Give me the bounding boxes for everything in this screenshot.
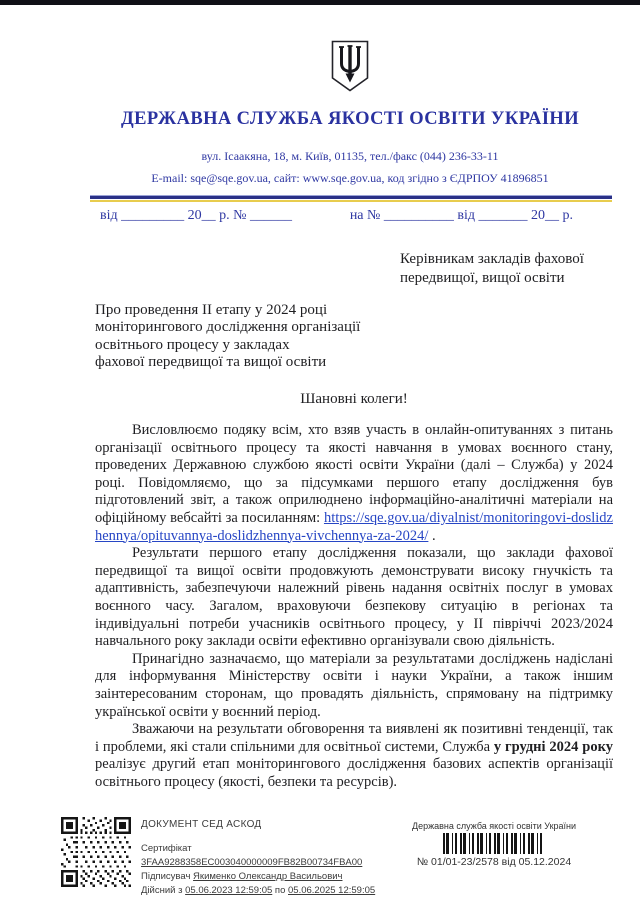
signer-line — [141, 870, 401, 884]
paragraph-3: Принагідно зазначаємо, що матеріали за результатами досліджень надіслані для інформування Міністерству освіти і науки України, а також іншим заінтересованим сторонам, що провадять діяльність, спрямовану на підтримку української освіти у воєнний період. — [95, 650, 613, 720]
incoming-ref-field: на № __________ від _______ 20__ р. — [349, 208, 573, 223]
certificate-details — [141, 842, 401, 898]
signature-info-block — [141, 819, 401, 898]
ukraine-trident-emblem — [331, 40, 369, 92]
validity-label: Дійсний з — [141, 885, 183, 896]
paragraph-4-text: Зважаючи на результати обговорення та виявлені як позитивні тенденції, так і проблеми, які стали спільними для освітньої системи, Служба — [95, 721, 613, 755]
registration-stamp — [408, 821, 580, 868]
qr-code — [61, 817, 131, 887]
salutation: Шановні колеги! — [300, 391, 408, 407]
divider-gold-line — [90, 200, 612, 202]
recipient-line: передвищої, вищої освіти — [400, 270, 565, 286]
certificate-label: Сертифікат — [141, 843, 192, 854]
subject-line: фахової передвищої та вищої освіти — [95, 353, 327, 370]
valid-from-value: 05.06.2023 12:59:05 — [185, 885, 273, 896]
recipient-line: Керівникам закладів фахової — [400, 251, 584, 267]
subject-line: освітнього процесу у закладах — [95, 336, 290, 353]
valid-to-value: 05.06.2025 12:59:05 — [288, 885, 376, 896]
stamp-org-name: Державна служба якості освіти України — [411, 821, 577, 831]
letterhead — [88, 40, 612, 202]
barcode — [443, 833, 545, 854]
reference-fields — [100, 208, 573, 224]
paragraph-1-text: Висловлюємо подяку всім, хто взяв участь в онлайн-опитуваннях з питань організації освітнього процесу та якості навчання в умовах воєнного стану, проведених Державною службою якості освіти України (далі – Служба) у 2024 році. Повідомляємо, що за підсумками першого етапу дослідження був підготовлений звіт, а також оприлюднено інформаційно-аналітичні матеріали на офіційному вебсайті за посиланням: — [95, 422, 613, 526]
org-contact: E-mail: sqe@sqe.gov.ua, сайт: www.sqe.gov.ua, код згідно з ЄДРПОУ 41896851 — [151, 171, 549, 185]
recipient-block — [400, 250, 584, 288]
divider-navy-line — [90, 195, 612, 199]
outgoing-ref-field: від _________ 20__ р. № ______ — [100, 208, 292, 223]
validity-separator: по — [274, 885, 286, 896]
subject-line: Про проведення ІІ етапу у 2024 році — [95, 302, 328, 318]
certificate-value: 3FAA9288358EC003040000009FB82B00734FBA00 — [141, 857, 363, 868]
signer-value: Якименко Олександр Васильович — [193, 871, 343, 882]
paragraph-4 — [95, 721, 613, 791]
sed-system-label: ДОКУМЕНТ СЕД АСКОД — [141, 819, 262, 830]
flag-divider — [90, 195, 612, 202]
scan-edge-top — [0, 0, 640, 5]
validity-line — [141, 884, 401, 898]
letter-body — [95, 422, 613, 791]
report-link[interactable]: https://sqe.gov.ua/diyalnist/monitoringovi-doslidzhennya/opituvannya-doslidzhennya-vivchennya-za-2024/ — [95, 509, 613, 544]
subject-block — [95, 302, 360, 371]
registration-number: № 01/01-23/2578 від 05.12.2024 — [416, 856, 572, 868]
certificate-line — [141, 842, 401, 870]
subject-line: моніторингового дослідження організації — [95, 319, 361, 336]
org-name: ДЕРЖАВНА СЛУЖБА ЯКОСТІ ОСВІТИ УКРАЇНИ — [121, 109, 579, 129]
signer-label: Підписувач — [141, 871, 191, 882]
org-address: вул. Ісаакяна, 18, м. Київ, 01135, тел./факс (044) 236-33-11 — [201, 149, 499, 163]
paragraph-4-tail: реалізує другий етап моніторингового дослідження базових аспектів організації освітнього процесу (якості, безпеки та ресурсів). — [95, 756, 613, 790]
paragraph-2: Результати першого етапу дослідження показали, що заклади фахової передвищої та вищої освіти продовжують демонструвати високу гнучкість та адаптивність, забезпечуючи належний рівень надання освітніх послуг в умовах воєнного часу. Загалом, враховуючи безпекову ситуацію в регіонах та індивідуальні потреби учасників освітнього процесу, у ІІ півріччі 2023/2024 навчального року заклади освіти ефективно організували свою діяльність. — [95, 545, 613, 650]
paragraph-4-bold-date: у грудні 2024 року — [493, 738, 613, 755]
paragraph-1 — [95, 422, 613, 545]
paragraph-1-tail: . — [428, 527, 436, 544]
